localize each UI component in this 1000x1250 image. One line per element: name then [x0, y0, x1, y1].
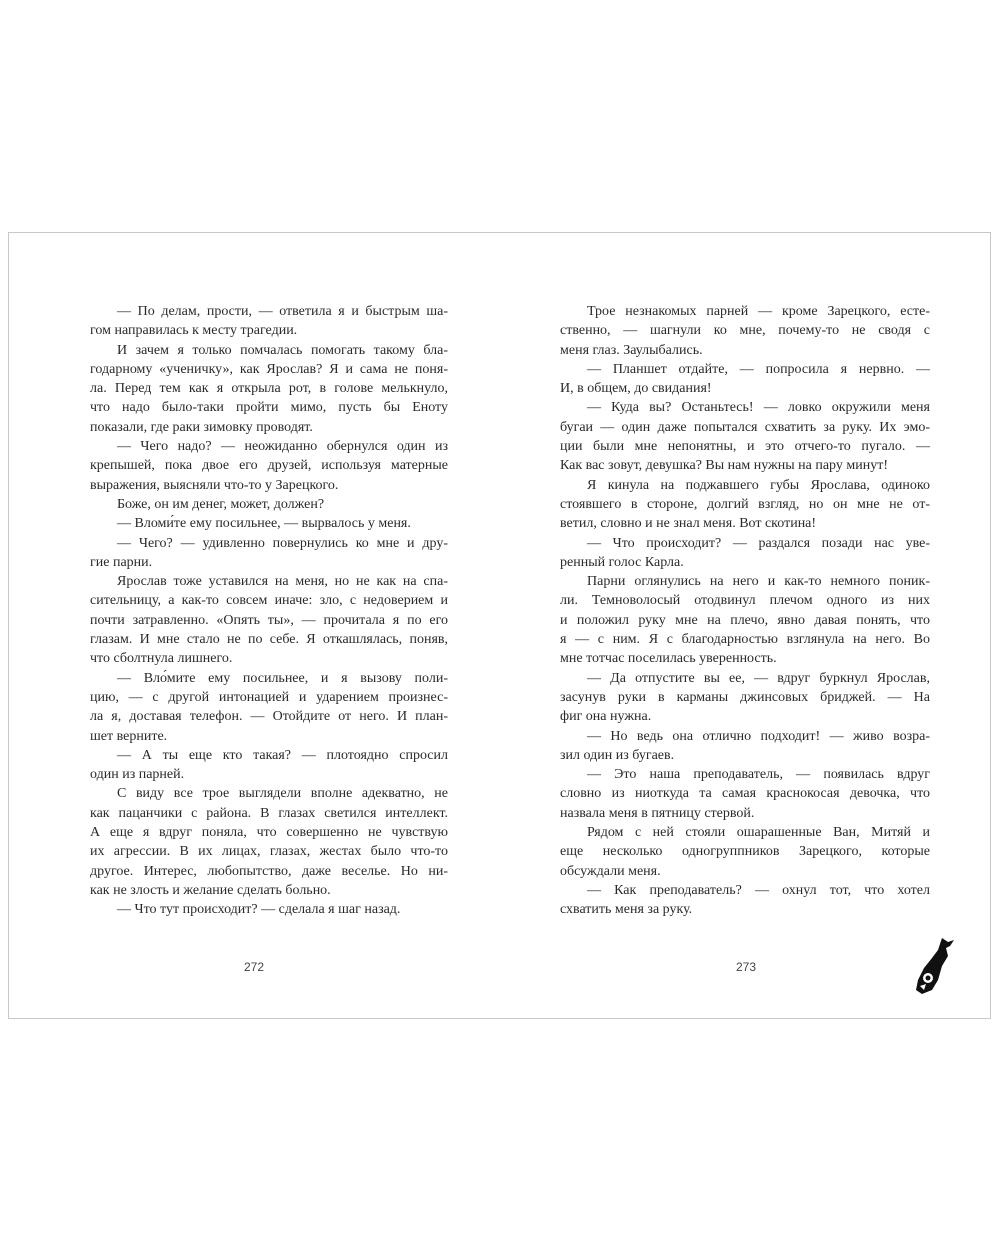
text-line: стоявшего в стороне, долгий взгляд, но он мне не от- [560, 496, 930, 512]
text-line: — А ты еще кто такая? — плотоядно спросил [117, 747, 448, 763]
text-line: другое. Интерес, любопытство, даже веселье. Но ни- [90, 863, 448, 879]
left-page-text [90, 302, 448, 920]
text-line: — Это наша преподаватель, — появилась вдруг [587, 767, 930, 783]
text-line: ла я, доставая телефон. — Отойдите от него. И план- [90, 709, 448, 725]
text-line: засунув руки в карманы джинсовых бриджей. — На [560, 689, 930, 705]
text-line: Рядом с ней стояли ошарашенные Ван, Митяй и [587, 825, 930, 841]
text-line: — Что тут происходит? — сделала я шаг назад. [117, 902, 401, 918]
text-line: С виду все трое выглядели вполне адекватно, не [117, 786, 448, 802]
text-line: — Планшет отдайте, — попросила я нервно. — [587, 361, 930, 377]
text-line: И, в общем, до свидания! [560, 381, 712, 397]
text-line: зил один из бугаев. [560, 747, 675, 763]
text-line: почти затравленно. «Опять ты», — прочитала я по его [90, 612, 448, 628]
text-line: Парни оглянулись на него и как-то немного поник- [587, 574, 930, 590]
text-line: — Но ведь она отлично подходит! — живо возра- [587, 728, 930, 744]
text-line: Ярослав тоже уставился на меня, но не как на спа- [117, 574, 448, 590]
text-line: — Да отпустите вы ее, — вдруг буркнул Ярослав, [587, 670, 930, 686]
right-page-number: 273 [736, 960, 757, 974]
left-page-number: 272 [244, 960, 265, 974]
text-line: И зачем я только помчалась помогать такому бла- [117, 342, 448, 358]
text-line: что сболтнула лишнего. [90, 651, 233, 667]
text-line: глазам. И мне стало не по себе. Я откашлялась, поняв, [90, 632, 448, 648]
text-line: схватить меня за руку. [560, 902, 693, 918]
text-line: — Чего? — удивленно повернулись ко мне и дру- [117, 535, 448, 551]
text-line: — Куда вы? Останьтесь! — ловко окружили меня [587, 400, 930, 416]
text-line: один из парней. [90, 767, 185, 783]
text-line: — Вломи́те ему посильнее, — вырвалось у меня. [117, 516, 411, 532]
text-line: гом направилась к месту трагедии. [90, 323, 298, 339]
text-line: их агрессии. В их лицах, глазах, жестах было что-то [90, 844, 448, 860]
text-line: словно из ниоткуда та самая краснокосая девочка, что [560, 786, 930, 802]
text-line: Боже, он им денег, может, должен? [117, 496, 325, 512]
text-line: — Чего надо? — неожиданно обернулся один из [117, 439, 448, 455]
text-line: и положил руку мне на плечо, явно давая понять, что [560, 612, 930, 628]
text-line: бугаи — один даже попытался схватить за руку. Их эмо- [560, 419, 930, 435]
text-line: Я кинула на поджавшего губы Ярослава, одиноко [587, 477, 930, 493]
text-line: ла. Перед тем как я открыла рот, в голове мелькнуло, [90, 381, 448, 397]
text-line: я — с ним. Я с благодарностью взглянула на него. Во [560, 632, 930, 648]
text-line: ции были мне непонятны, и это отчего-то пугало. — [560, 439, 930, 455]
text-line: А еще я вдруг поняла, что совершенно не чувствую [90, 825, 448, 841]
text-line: крепышей, пока двое его друзей, используя матерные [90, 458, 448, 474]
text-line: гие парни. [90, 554, 153, 570]
text-line: показали, где раки зимовку проводят. [90, 419, 313, 435]
text-line: — Как преподаватель? — охнул тот, что хотел [587, 882, 930, 898]
text-line: сительницу, а как-то совсем иначе: зло, с недоверием и [90, 593, 448, 609]
text-line: Как вас зовут, девушка? Вы нам нужны на пару минут! [560, 458, 888, 474]
text-line: что надо было-таки пройти мимо, пусть бы Еноту [90, 400, 448, 416]
text-line: как не злость и желание сделать больно. [90, 882, 331, 898]
text-line: фиг она нужна. [560, 709, 652, 725]
text-line: меня глаз. Заулыбались. [560, 342, 703, 358]
text-line: Трое незнакомых парней — кроме Зарецкого, есте- [587, 304, 930, 319]
text-line: как пацанчики с района. В глазах светился интеллект. [90, 805, 448, 821]
text-line: ветил, словно и не знал меня. Вот скотина! [560, 516, 817, 532]
text-line: — Вло́мите ему посильнее, и я вызову поли- [117, 670, 448, 686]
text-line: — Что происходит? — раздался позади нас уве- [587, 535, 930, 551]
text-line: еще несколько одногруппников Зарецкого, которые [560, 844, 930, 860]
text-line: шет верните. [90, 728, 168, 744]
text-line: мне тотчас поселилась уверенность. [560, 651, 777, 667]
text-line: цию, — с другой интонацией и ударением произнес- [90, 689, 448, 705]
text-line: — По делам, прости, — ответила я и быстрым ша- [117, 304, 448, 319]
text-line: ренный голос Карла. [560, 554, 684, 570]
text-line: ственно, — шагнули ко мне, почему-то не сводя с [560, 323, 930, 339]
bird-figure-ornament-icon [912, 936, 958, 996]
text-line: выражения, выясняли что-то у Зарецкого. [90, 477, 339, 493]
text-line: ли. Темноволосый отодвинул плечом одного из них [560, 593, 930, 609]
right-page-text [560, 302, 930, 920]
text-line: обсуждали меня. [560, 863, 661, 879]
text-line: годарному «ученичку», как Ярослав? Я и сама не поня- [90, 361, 448, 377]
text-line: назвала меня в пятницу стервой. [560, 805, 755, 821]
